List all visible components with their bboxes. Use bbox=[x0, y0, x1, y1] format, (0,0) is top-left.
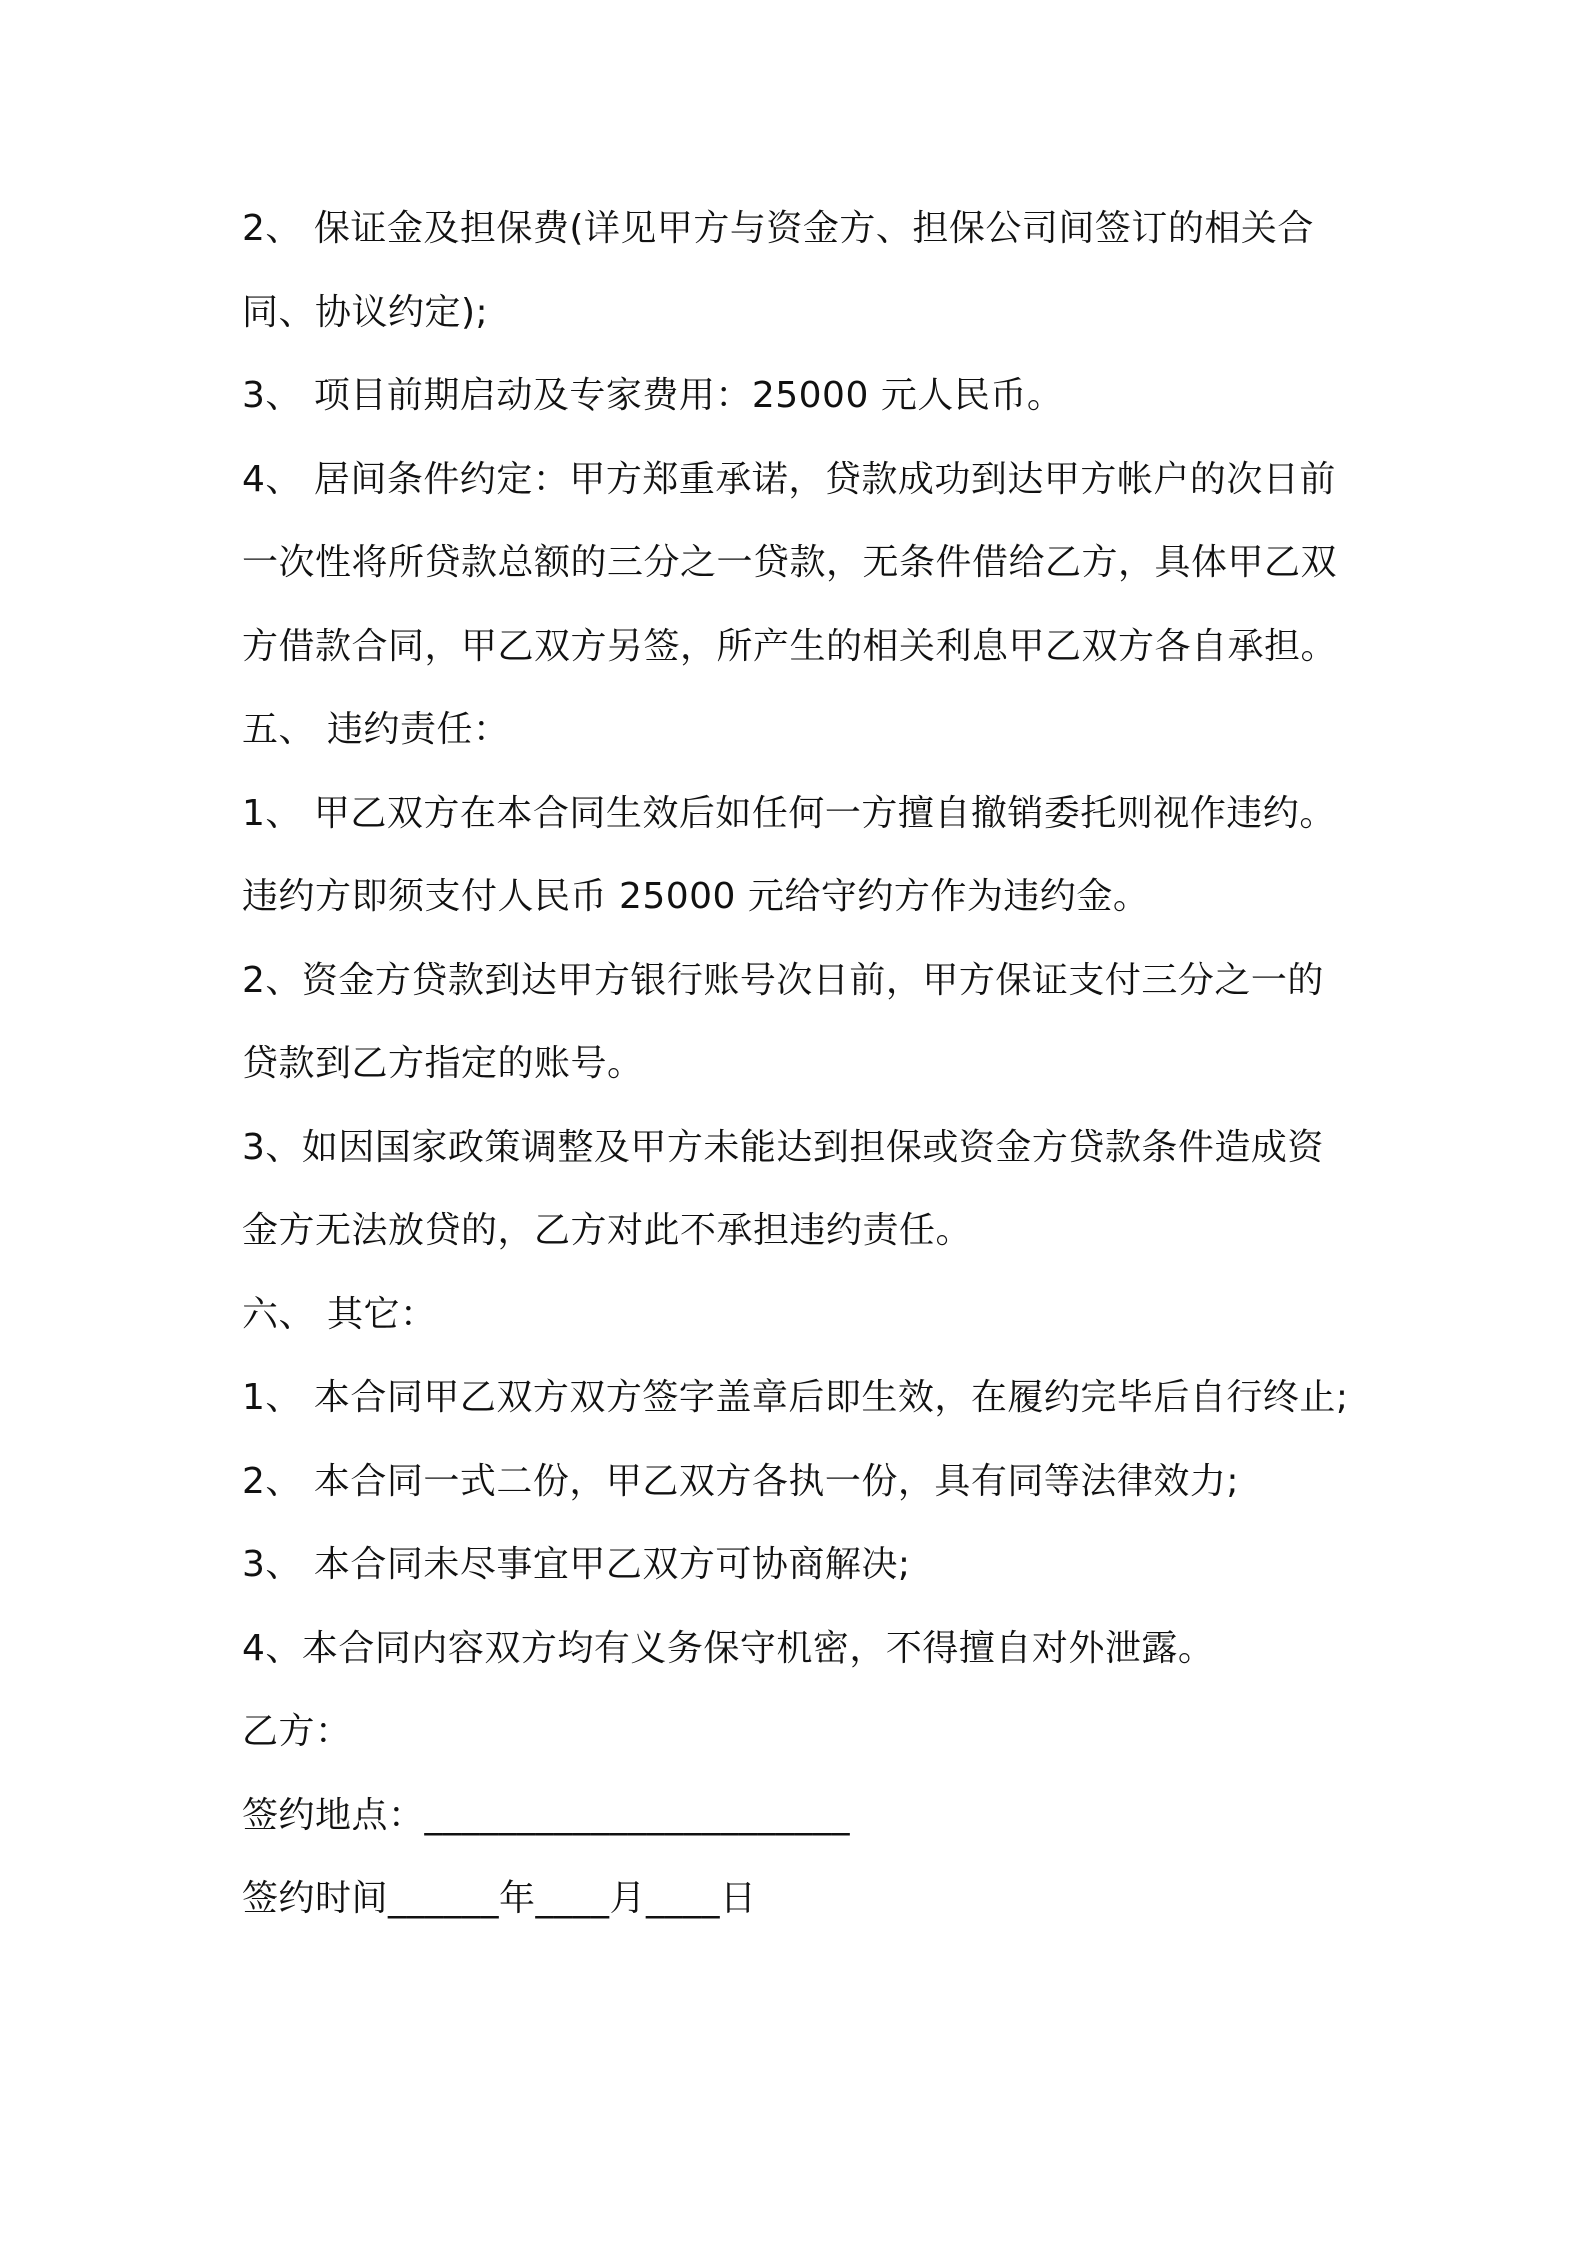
breach-1-line-1: 1、 甲乙双方在本合同生效后如任何一方擅自撤销委托则视作违约。 bbox=[242, 793, 1336, 834]
other-2: 2、 本合同一式二份，甲乙双方各执一份，具有同等法律效力; bbox=[242, 1461, 1239, 1502]
signing-location: 签约地点：_______________________ bbox=[242, 1795, 851, 1836]
clause-2-deposit-line-2: 同、协议约定); bbox=[242, 292, 489, 333]
breach-2-line-1: 2、资金方贷款到达甲方银行账号次日前，甲方保证支付三分之一的 bbox=[242, 960, 1324, 1001]
clause-4-conditions-line-3: 方借款合同，甲乙双方另签，所产生的相关利息甲乙双方各自承担。 bbox=[242, 626, 1338, 667]
other-3: 3、 本合同未尽事宜甲乙双方可协商解决; bbox=[242, 1544, 911, 1585]
breach-3-line-2: 金方无法放贷的，乙方对此不承担违约责任。 bbox=[242, 1210, 973, 1251]
party-b-label: 乙方： bbox=[242, 1711, 352, 1752]
section-6-heading: 六、 其它： bbox=[242, 1294, 437, 1335]
other-1: 1、 本合同甲乙双方双方签字盖章后即生效，在履约完毕后自行终止; bbox=[242, 1377, 1349, 1418]
clause-3-expert-fee: 3、 项目前期启动及专家费用：25000 元人民币。 bbox=[242, 375, 1064, 416]
breach-1-line-2: 违约方即须支付人民币 25000 元给守约方作为违约金。 bbox=[242, 876, 1150, 917]
breach-2-line-2: 贷款到乙方指定的账号。 bbox=[242, 1043, 644, 1084]
signing-date: 签约时间______年____月____日 bbox=[242, 1878, 757, 1919]
breach-3-line-1: 3、如因国家政策调整及甲方未能达到担保或资金方贷款条件造成资 bbox=[242, 1127, 1324, 1168]
clause-4-conditions-line-2: 一次性将所贷款总额的三分之一贷款，无条件借给乙方，具体甲乙双 bbox=[242, 542, 1338, 583]
section-5-heading: 五、 违约责任： bbox=[242, 709, 510, 750]
other-4: 4、本合同内容双方均有义务保守机密，不得擅自对外泄露。 bbox=[242, 1628, 1215, 1669]
clause-2-deposit-line-1: 2、 保证金及担保费(详见甲方与资金方、担保公司间签订的相关合 bbox=[242, 208, 1314, 249]
clause-4-conditions-line-1: 4、 居间条件约定：甲方郑重承诺，贷款成功到达甲方帐户的次日前 bbox=[242, 459, 1336, 500]
